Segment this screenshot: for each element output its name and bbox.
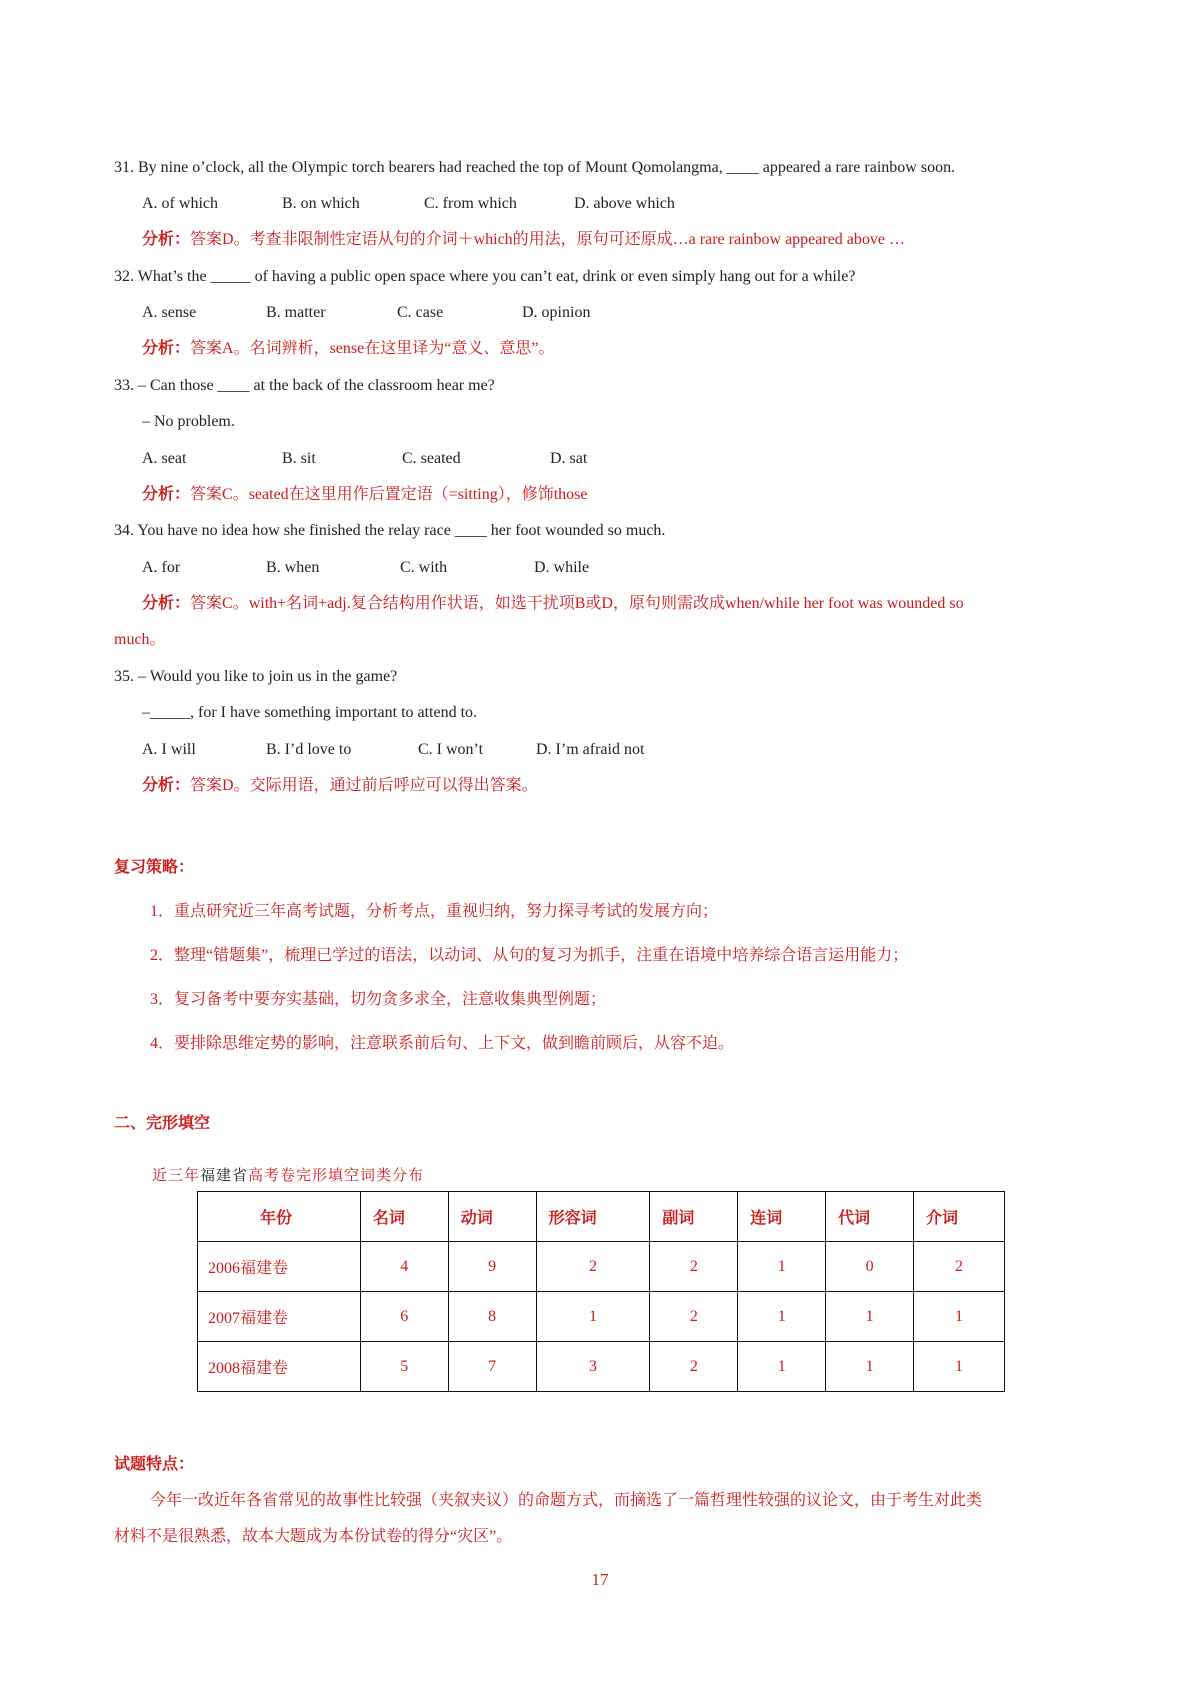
table-cell: 0 bbox=[826, 1242, 914, 1292]
analysis-label: 分析： bbox=[142, 340, 191, 357]
question-33-option-c: C. seated bbox=[402, 450, 461, 467]
analysis-label: 分析： bbox=[142, 486, 191, 503]
review-strategy-heading: 复习策略： bbox=[114, 859, 195, 876]
analysis-label: 分析： bbox=[142, 595, 191, 612]
question-34-option-b: B. when bbox=[266, 559, 320, 576]
table-header-row bbox=[198, 1192, 1005, 1242]
table-cell: 9 bbox=[448, 1242, 536, 1292]
features-paragraph-line: 材料不是很熟悉，故本大题成为本份试卷的得分“灾区”。 bbox=[114, 1528, 513, 1545]
question-32-option-d: D. opinion bbox=[522, 304, 591, 321]
question-33-option-d: D. sat bbox=[550, 450, 588, 467]
analysis-text: 答案C。with+名词+adj.复合结构用作状语，如选干扰项B或D，原句则需改成when/while her foot was wounded so bbox=[190, 595, 964, 612]
caption-part: 近三年 bbox=[152, 1166, 201, 1184]
features-paragraph-line: 今年一改近年各省常见的故事性比较强（夹叙夹议）的命题方式，而摘选了一篇哲理性较强的议论文，由于考生对此类 bbox=[150, 1492, 983, 1509]
question-35-option-d: D. I’m afraid not bbox=[536, 741, 645, 758]
question-31-option-a: A. of which bbox=[142, 195, 218, 212]
question-32-analysis bbox=[142, 339, 554, 359]
table-cell: 1 bbox=[914, 1342, 1005, 1392]
table-cell: 1 bbox=[536, 1292, 650, 1342]
table-cell: 7 bbox=[448, 1342, 536, 1392]
table-cell: 1 bbox=[914, 1292, 1005, 1342]
column-header: 连词 bbox=[738, 1192, 826, 1242]
table-cell: 2 bbox=[650, 1242, 738, 1292]
word-class-distribution-table bbox=[197, 1191, 1005, 1392]
column-header: 代词 bbox=[826, 1192, 914, 1242]
question-31-stem: 31. By nine o’clock, all the Olympic torch bearers had reached the top of Mount Qomolangma, ____ appeared a rare rainbow soon. bbox=[114, 159, 956, 176]
table-cell: 2 bbox=[536, 1242, 650, 1292]
question-33-analysis bbox=[142, 485, 587, 505]
question-31-option-c: C. from which bbox=[424, 195, 517, 212]
question-32-option-c: C. case bbox=[397, 304, 444, 321]
table-cell: 6 bbox=[360, 1292, 448, 1342]
review-strategy-item: 4．要排除思维定势的影响，注意联系前后句、上下文，做到瞻前顾后，从容不迫。 bbox=[150, 1035, 735, 1052]
question-34-stem: 34. You have no idea how she finished the relay race ____ her foot wounded so much. bbox=[114, 522, 666, 539]
question-33-stem: 33. – Can those ____ at the back of the classroom hear me? bbox=[114, 377, 495, 394]
table-cell: 1 bbox=[826, 1292, 914, 1342]
table-cell: 2 bbox=[650, 1342, 738, 1392]
question-35-option-c: C. I won’t bbox=[418, 741, 484, 758]
question-31-analysis bbox=[142, 230, 905, 250]
table-row bbox=[198, 1292, 1005, 1342]
question-32-stem: 32. What’s the _____ of having a public open space where you can’t eat, drink or even simply hang out for a while? bbox=[114, 268, 856, 285]
question-35-analysis bbox=[142, 776, 538, 796]
review-strategy-item: 3．复习备考中要夯实基础，切勿贪多求全，注意收集典型例题； bbox=[150, 991, 607, 1008]
analysis-text: 答案D。考查非限制性定语从句的介词＋which的用法，原句可还原成…a rare rainbow appeared above … bbox=[190, 231, 906, 248]
question-34-option-c: C. with bbox=[400, 559, 448, 576]
table-row bbox=[198, 1242, 1005, 1292]
table-cell: 3 bbox=[536, 1342, 650, 1392]
table-cell: 1 bbox=[738, 1342, 826, 1392]
analysis-label: 分析： bbox=[142, 231, 191, 248]
question-35-stem: 35. – Would you like to join us in the game? bbox=[114, 668, 398, 685]
table-row bbox=[198, 1342, 1005, 1392]
analysis-text: 答案C。seated在这里用作后置定语（=sitting），修饰those bbox=[190, 486, 588, 503]
features-heading: 试题特点： bbox=[114, 1456, 195, 1473]
table-cell: 8 bbox=[448, 1292, 536, 1342]
analysis-text: 答案A。名词辨析，sense在这里译为“意义、意思”。 bbox=[190, 340, 555, 357]
question-34-option-a: A. for bbox=[142, 559, 181, 576]
question-34-option-d: D. while bbox=[534, 559, 590, 576]
column-header: 年份 bbox=[198, 1192, 361, 1242]
row-label: 2007福建卷 bbox=[198, 1292, 361, 1342]
table-cell: 4 bbox=[360, 1242, 448, 1292]
column-header: 介词 bbox=[914, 1192, 1005, 1242]
caption-part: 高考卷完形填空词类分布 bbox=[248, 1166, 425, 1184]
column-header: 动词 bbox=[448, 1192, 536, 1242]
row-label: 2006福建卷 bbox=[198, 1242, 361, 1292]
question-35-option-b: B. I’d love to bbox=[266, 741, 352, 758]
table-cell: 2 bbox=[914, 1242, 1005, 1292]
table-cell: 2 bbox=[650, 1292, 738, 1342]
question-31-option-b: B. on which bbox=[282, 195, 360, 212]
question-34-analysis bbox=[142, 594, 964, 614]
review-strategy-item: 2．整理“错题集”，梳理已学过的语法，以动词、从句的复习为抓手，注重在语境中培养综合语言运用能力； bbox=[150, 947, 909, 964]
row-label: 2008福建卷 bbox=[198, 1342, 361, 1392]
question-33-option-a: A. seat bbox=[142, 450, 187, 467]
column-header: 形容词 bbox=[536, 1192, 650, 1242]
question-35-option-a: A. I will bbox=[142, 741, 196, 758]
table-cell: 1 bbox=[826, 1342, 914, 1392]
column-header: 副词 bbox=[650, 1192, 738, 1242]
caption-part: 福建省 bbox=[200, 1166, 249, 1184]
review-strategy-item: 1．重点研究近三年高考试题，分析考点，重视归纳，努力探寻考试的发展方向； bbox=[150, 903, 719, 920]
table-cell: 5 bbox=[360, 1342, 448, 1392]
table-cell: 1 bbox=[738, 1242, 826, 1292]
question-35-reply: –_____, for I have something important to attend to. bbox=[142, 704, 478, 721]
question-31-option-d: D. above which bbox=[574, 195, 675, 212]
section-heading: 二、完形填空 bbox=[114, 1115, 211, 1132]
analysis-label: 分析： bbox=[142, 777, 191, 794]
question-32-option-b: B. matter bbox=[266, 304, 326, 321]
table-cell: 1 bbox=[738, 1292, 826, 1342]
analysis-text: 答案D。交际用语，通过前后呼应可以得出答案。 bbox=[190, 777, 538, 794]
page-number: 17 bbox=[591, 1570, 609, 1589]
question-32-option-a: A. sense bbox=[142, 304, 197, 321]
question-33-option-b: B. sit bbox=[282, 450, 316, 467]
question-34-analysis-continued: much。 bbox=[114, 631, 166, 648]
column-header: 名词 bbox=[360, 1192, 448, 1242]
table-caption bbox=[152, 1164, 424, 1185]
question-33-reply: – No problem. bbox=[142, 413, 235, 430]
